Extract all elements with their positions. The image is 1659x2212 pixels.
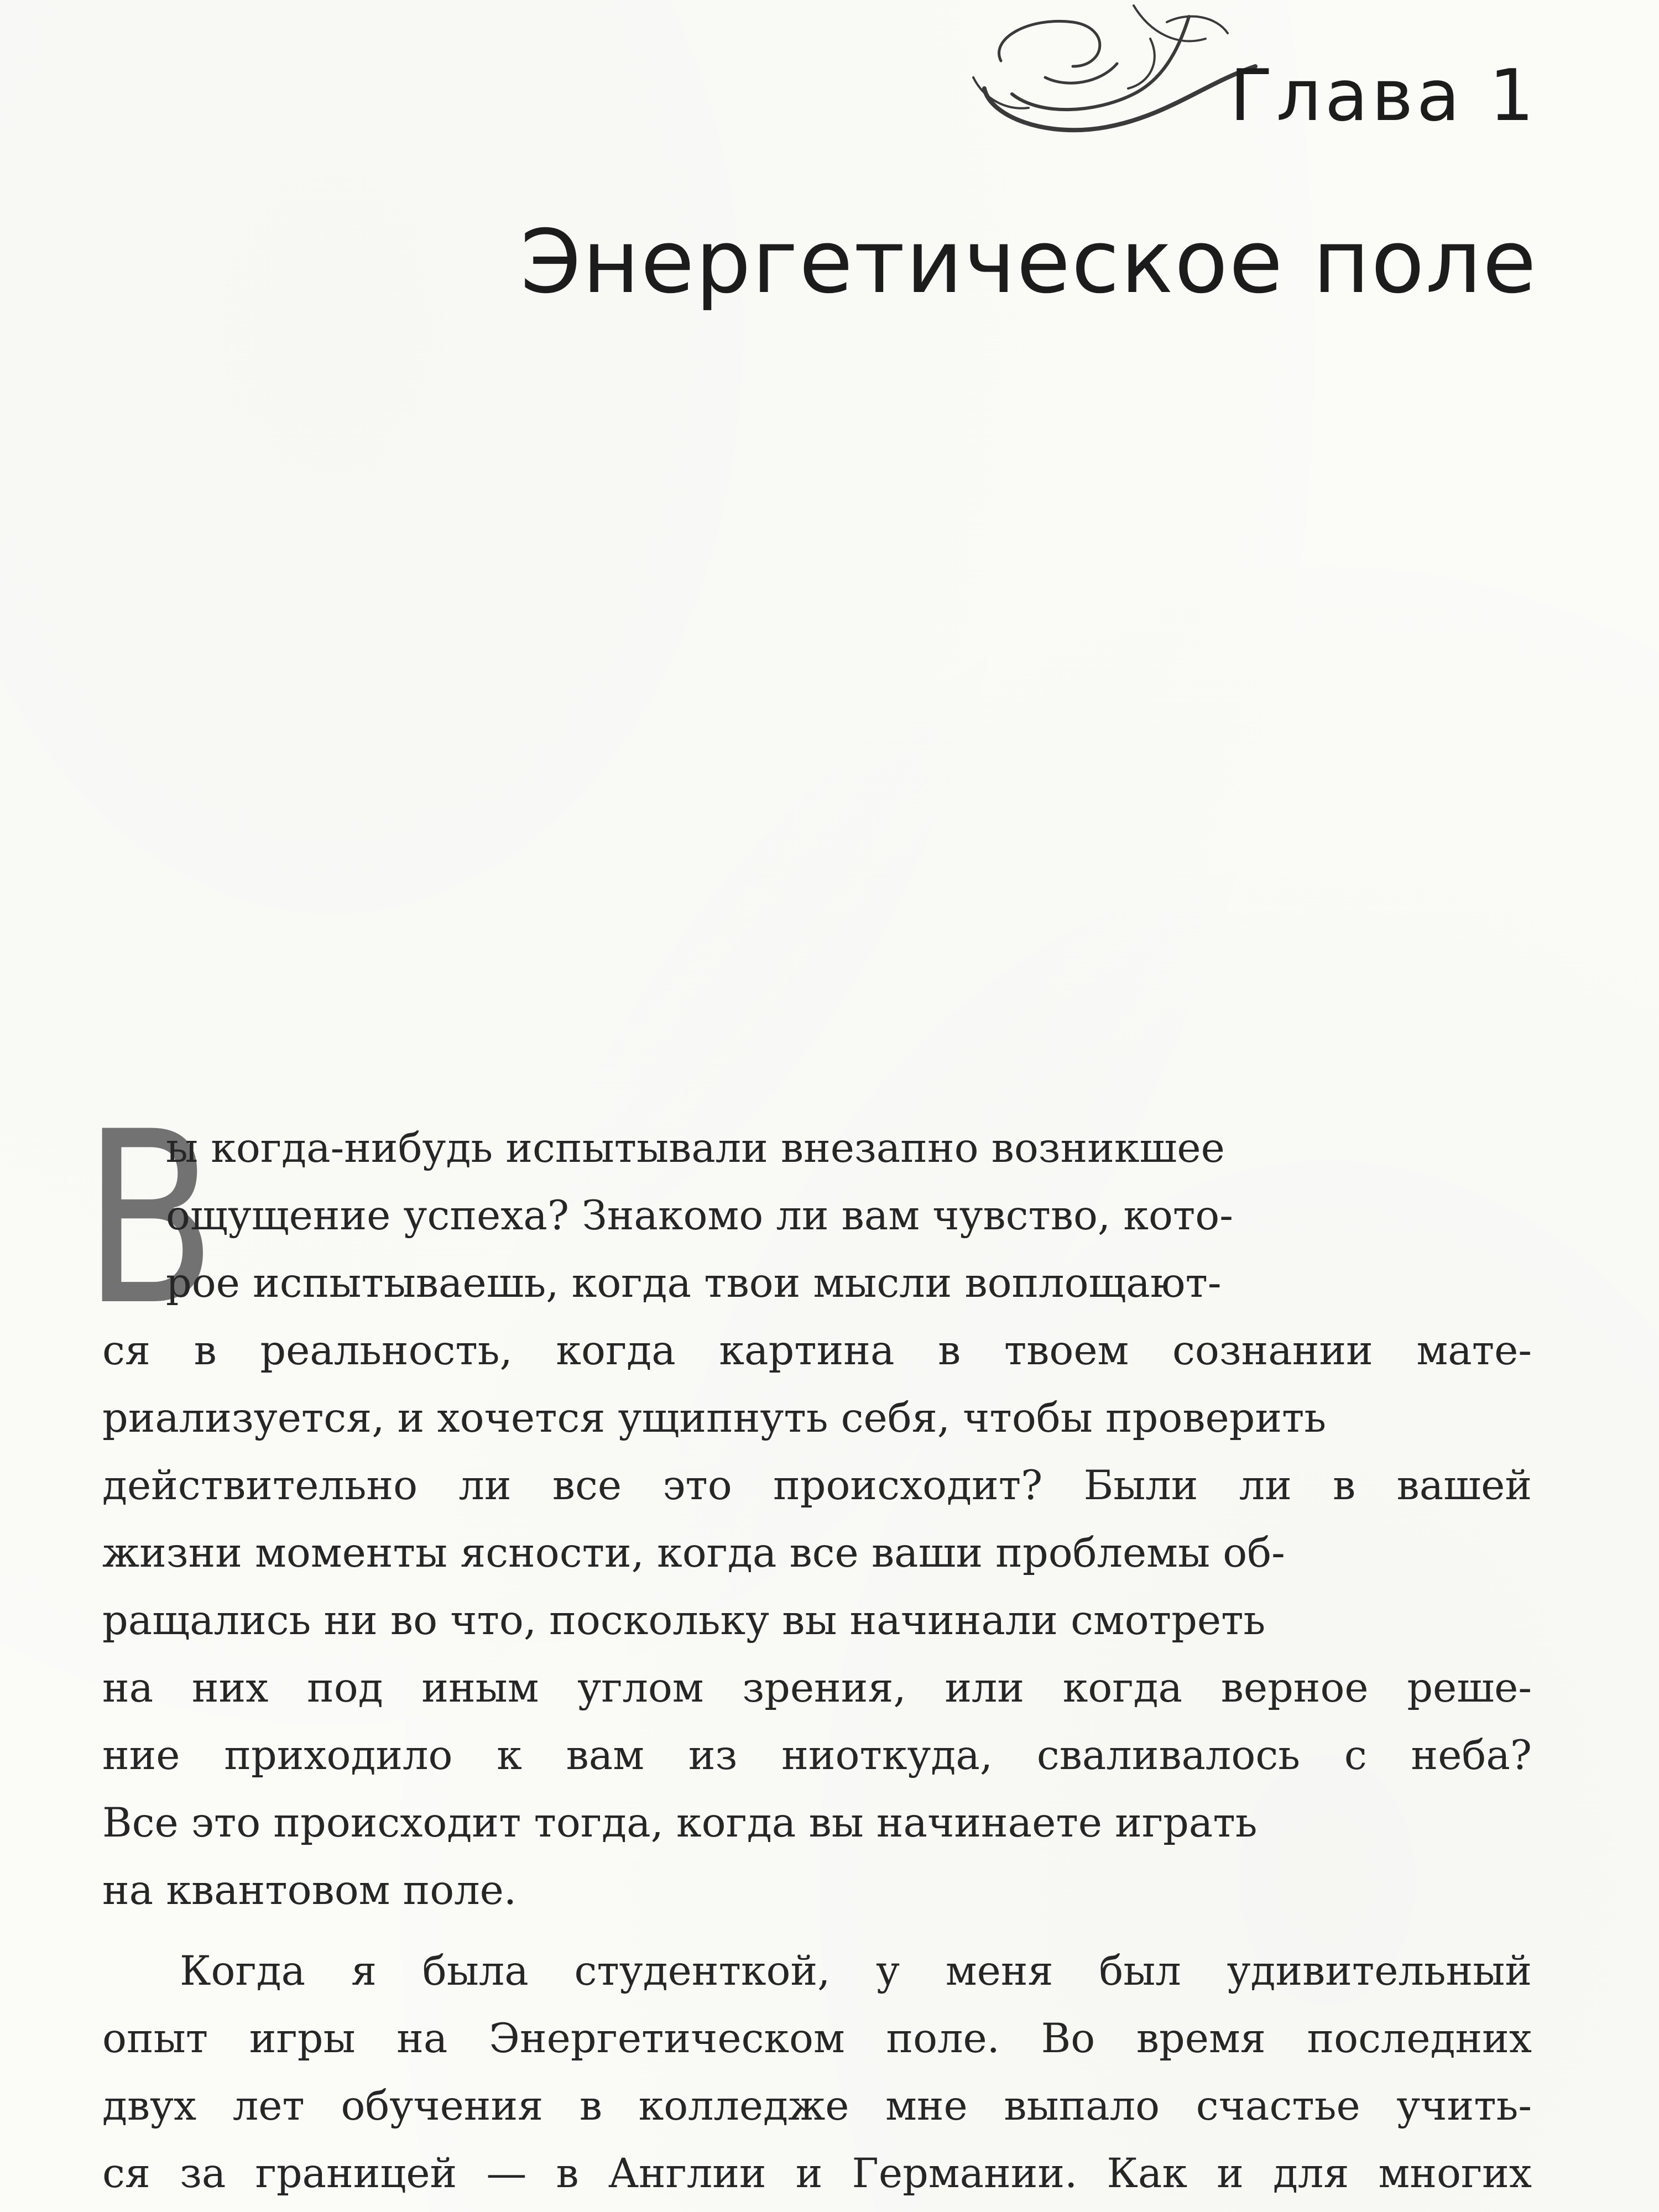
text-line: Все это происходит тогда, когда вы начинаете играть bbox=[102, 1799, 1258, 1846]
text-line: рое испытываешь, когда твои мысли воплощают- bbox=[166, 1260, 1222, 1307]
drop-cap-letter: В bbox=[83, 1081, 217, 1358]
text-line: жизни моменты ясности, когда все ваши проблемы об- bbox=[102, 1530, 1285, 1577]
text-line: на них под иным углом зрения, или когда верное реше- bbox=[102, 1665, 1532, 1712]
text-line: ся в реальность, когда картина в твоем сознании мате- bbox=[102, 1327, 1532, 1374]
text-line: ние приходило к вам из ниоткуда, сваливалось с неба? bbox=[102, 1732, 1532, 1779]
chapter-label: Глава 1 bbox=[1229, 55, 1537, 137]
chapter-title: Энергетическое поле bbox=[520, 211, 1537, 313]
text-line: риализуется, и хочется ущипнуть себя, чтобы проверить bbox=[102, 1395, 1327, 1442]
text-line: действительно ли все это происходит? Были ли в вашей bbox=[102, 1462, 1532, 1509]
text-line-last: на квантовом поле. bbox=[102, 1867, 517, 1914]
text-line: двух лет обучения в колледже мне выпало счастье учить- bbox=[102, 2083, 1532, 2130]
text-line: Когда я была студенткой, у меня был удивительный bbox=[180, 1948, 1532, 1995]
text-line: ращались ни во что, поскольку вы начинали смотреть bbox=[102, 1597, 1266, 1644]
text-line: опыт игры на Энергетическом поле. Во время последних bbox=[102, 2015, 1532, 2062]
text-line: ы когда-нибудь испытывали внезапно возникшее bbox=[166, 1125, 1225, 1172]
text-line: ся за границей — в Англии и Германии. Как и для многих bbox=[102, 2150, 1532, 2197]
text-line: ощущение успеха? Знакомо ли вам чувство, кото- bbox=[166, 1192, 1233, 1239]
